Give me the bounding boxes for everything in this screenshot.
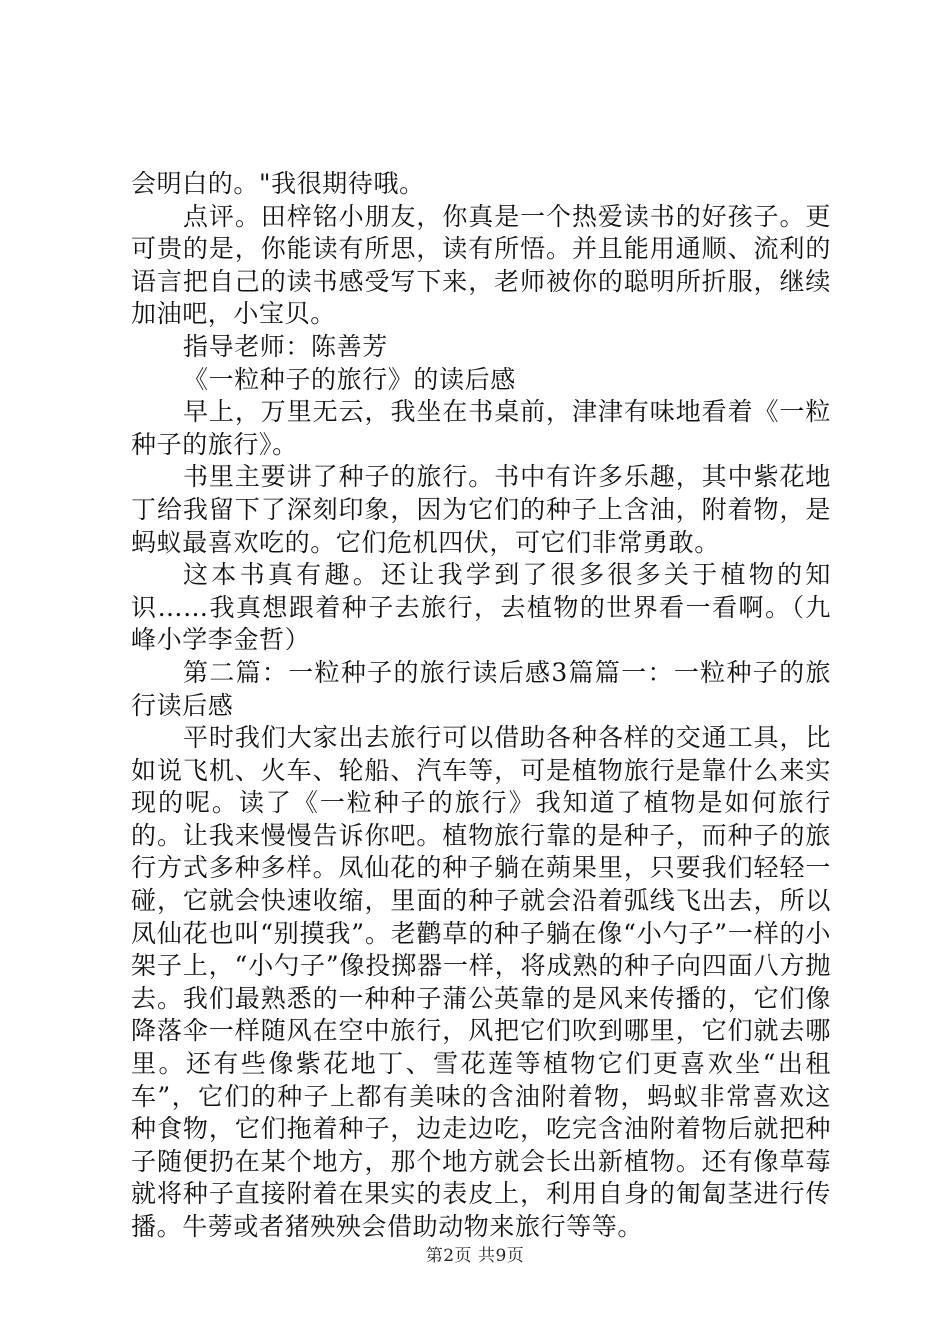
page-number-footer: 第2页 共9页	[425, 1246, 525, 1266]
paragraph-essay-title: 《一粒种子的旅行》的读后感	[183, 364, 516, 394]
paragraph-section-body: 平时我们大家出去旅行可以借助各种各样的交通工具，比如说飞机、火车、轮船、汽车等，可是植物旅行是靠什么来实现的呢。读了《一粒种子的旅行》我知道了植物是如何旅行的。让我来慢慢告诉你吧。植物旅行靠的是种子，而种子的旅行方式多种多样。凤仙花的种子躺在蒴果里，只要我们轻轻一碰，它就会快速收缩，里面的种子就会沿着弧线飞出去，所以凤仙花也叫“别摸我”。老鹳草的种子躺在像“小勺子”一样的小架子上，“小勺子”像投掷器一样，将成熟的种子向四面八方抛去。我们最熟悉的一种种子蒲公英靠的是风来传播的，它们像降落伞一样随风在空中旅行，风把它们吹到哪里，它们就去哪里。还有些像紫花地丁、雪花莲等植物它们更喜欢坐“出租车”，它们的种子上都有美味的含油附着物，蚂蚁非常喜欢这种食物，它们拖着种子，边走边吃，吃完含油附着物后就把种子随便扔在某个地方，那个地方就会长出新植物。还有像草莓就将种子直接附着在果实的表皮上，利用自身的匍匐茎进行传播。牛蒡或者猪殃殃会借助动物来旅行等等。	[131, 723, 831, 1241]
paragraph-essay-opening: 早上，万里无云，我坐在书桌前，津津有味地看着《一粒种子的旅行》。	[131, 397, 831, 459]
paragraph-section-heading: 第二篇：一粒种子的旅行读后感3篇篇一：一粒种子的旅行读后感	[131, 657, 831, 720]
paragraph-comment: 点评。田梓铭小朋友，你真是一个热爱读书的好孩子。更可贵的是，你能读有所思，读有所悟。并且能用通顺、流利的语言把自己的读书感受写下来，老师被你的聪明所折服，继续加油吧，小宝贝。	[131, 201, 831, 329]
document-body	[131, 168, 831, 1244]
paragraph-essay-closing: 这本书真有趣。还让我学到了很多很多关于植物的知识……我真想跟着种子去旅行，去植物的世界看一看啊。（九峰小学李金哲）	[131, 560, 831, 655]
paragraph-teacher: 指导老师：陈善芳	[183, 331, 388, 361]
paragraph-continuation: 会明白的。"我很期待哦。	[131, 169, 425, 198]
paragraph-essay-body: 书里主要讲了种子的旅行。书中有许多乐趣，其中紫花地丁给我留下了深刻印象，因为它们的种子上含油，附着物，是蚂蚁最喜欢吃的。它们危机四伏，可它们非常勇敢。	[131, 462, 831, 557]
